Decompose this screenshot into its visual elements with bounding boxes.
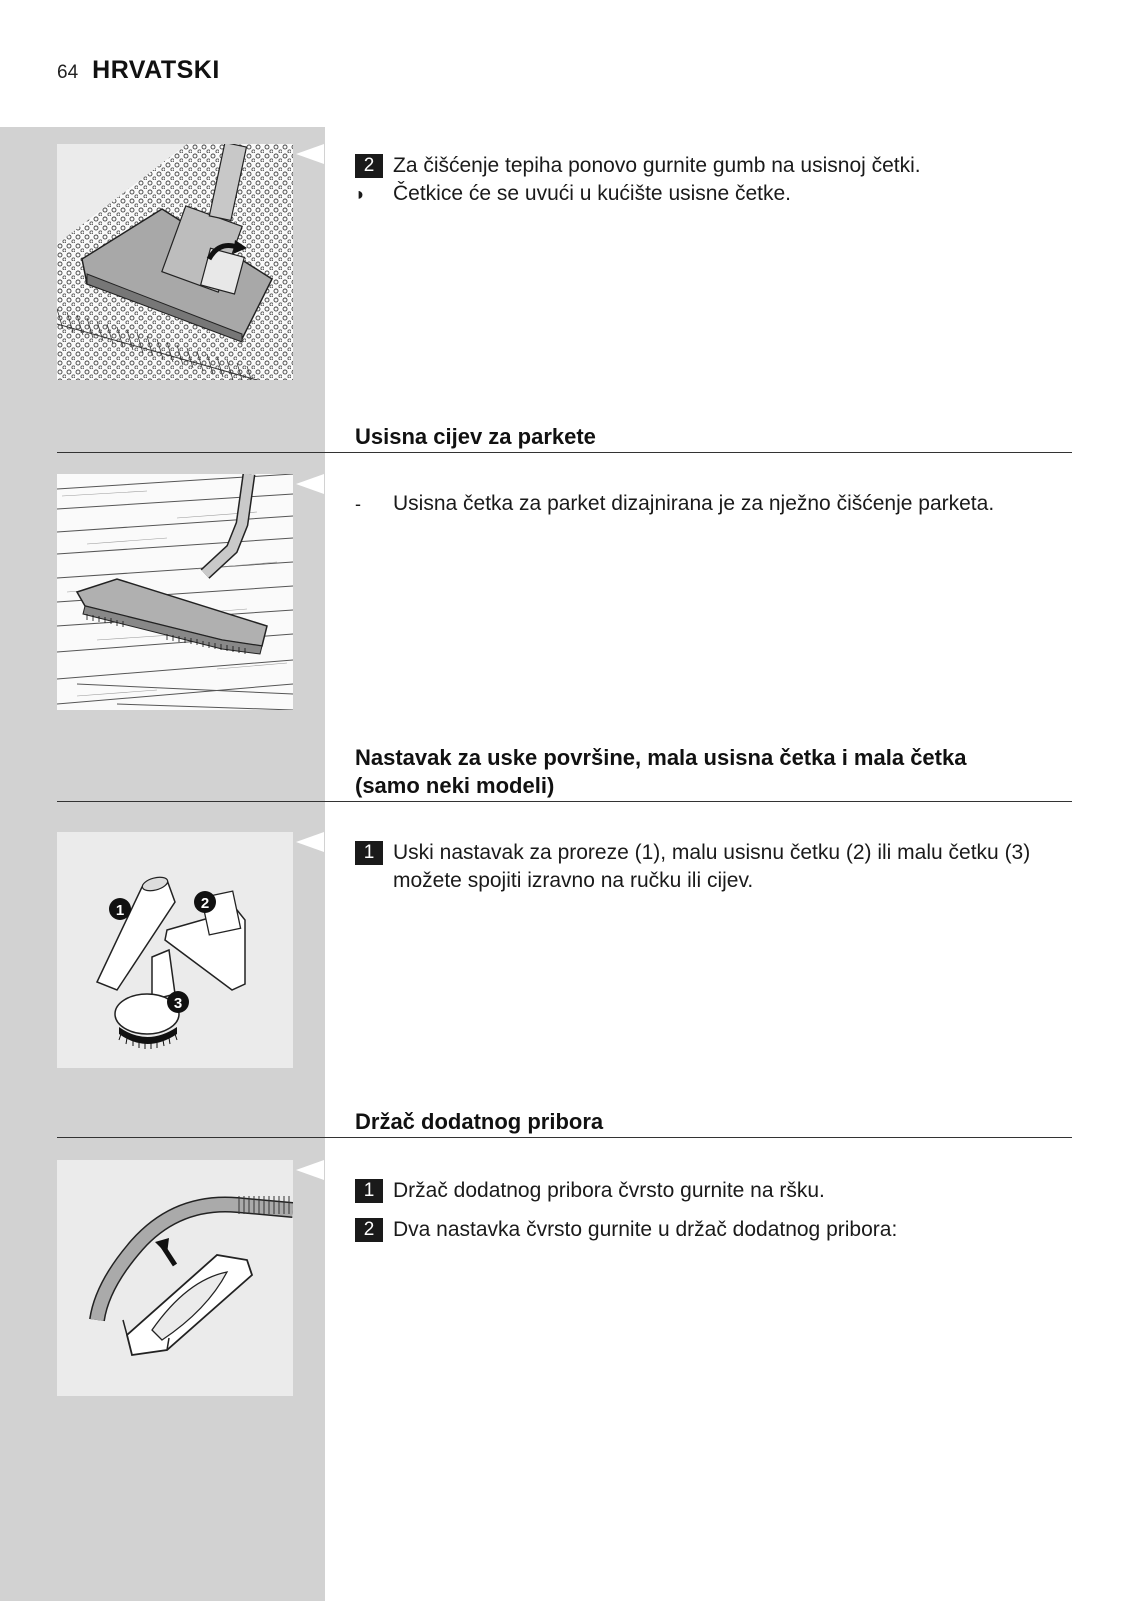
heading-accessories: [355, 744, 1075, 800]
carpet-nozzle-illustration: [57, 144, 293, 380]
figure-pointer: [296, 1160, 324, 1180]
step-text: Uski nastavak za proreze (1), malu usisnu četku (2) ili malu četku (3) možete spojiti izravno na ručku ili cijev.: [393, 841, 1031, 892]
step-text: Dva nastavka čvrsto gurnite u držač dodatnog pribora:: [393, 1218, 898, 1241]
step-accessories: [355, 839, 1075, 895]
page-header: [57, 56, 220, 85]
step-carpet-button: [355, 152, 1075, 180]
section-divider: [57, 452, 1072, 453]
step-number: 2: [355, 154, 383, 178]
heading-parquet: Usisna cijev za parkete: [355, 424, 596, 449]
callout-label: 2: [200, 895, 210, 912]
heading-holder: Držač dodatnog pribora: [355, 1109, 604, 1134]
language-title: HRVATSKI: [92, 56, 220, 84]
page-number: 64: [57, 62, 79, 83]
result-line: [355, 180, 1075, 208]
step-number: 1: [355, 841, 383, 865]
accessory-holder-illustration: [57, 1160, 293, 1396]
step-holder-1: [355, 1177, 1075, 1205]
heading-accessories-line1: Nastavak za uske površine, mala usisna četka i mala četka: [355, 745, 967, 770]
figure-pointer: [296, 144, 324, 164]
bullet-parquet: [355, 490, 1075, 518]
step-text: Držač dodatnog pribora čvrsto gurnite na ršku.: [393, 1179, 825, 1202]
parquet-nozzle-illustration: [57, 474, 293, 710]
step-text: Za čišćenje tepiha ponovo gurnite gumb na usisnoj četki.: [393, 154, 921, 177]
figure-pointer: [296, 474, 324, 494]
step-number: 2: [355, 1218, 383, 1242]
step-number: 1: [355, 1179, 383, 1203]
heading-accessories-line2: (samo neki modeli): [355, 773, 555, 798]
callout-label: 1: [115, 902, 125, 919]
section-divider: [57, 801, 1072, 802]
figure-pointer: [296, 832, 324, 852]
bullet-marker: -: [355, 494, 361, 514]
accessories-illustration: [57, 832, 293, 1068]
bullet-text: Usisna četka za parket dizajnirana je za nježno čišćenje parketa.: [393, 492, 995, 515]
section-divider: [57, 1137, 1072, 1138]
result-marker: ◗: [355, 184, 366, 204]
step-holder-2: [355, 1216, 1075, 1244]
callout-label: 3: [173, 995, 183, 1012]
result-text: Četkice će se uvući u kućište usisne četke.: [393, 182, 792, 205]
